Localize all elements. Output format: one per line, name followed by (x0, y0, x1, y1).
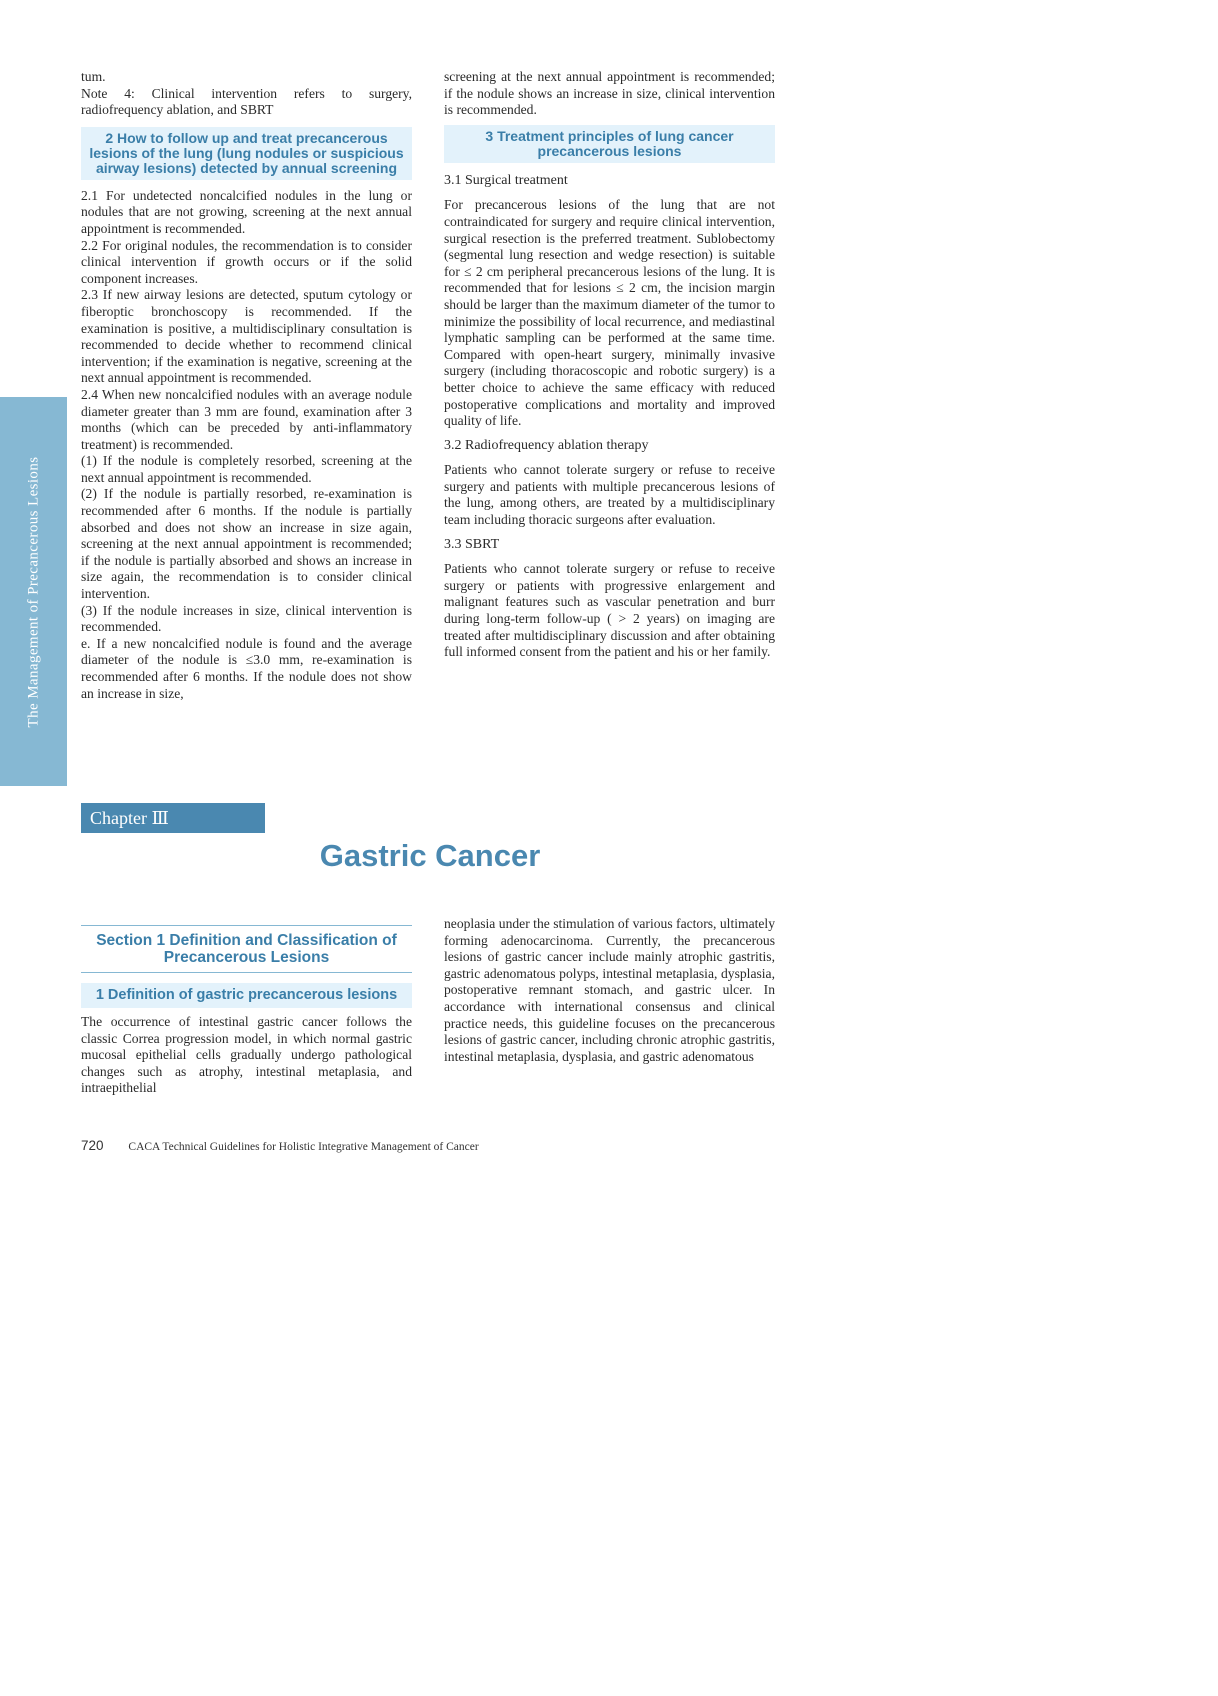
page-footer (81, 1138, 479, 1153)
heading-3: 3 Treatment principles of lung cancer precancerous lesions (444, 125, 775, 163)
paragraph: tum. (81, 69, 106, 84)
paragraph-item-3: (3) If the nodule increases in size, clinical intervention is recommended. (81, 602, 412, 635)
subheading-3-1: 3.1 Surgical treatment (444, 172, 568, 188)
paragraph-3-2: Patients who cannot tolerate surgery or refuse to receive surgery and patients with multiple precancerous lesions of the lung, among others, are treated by a multidisciplinary team including thoracic surgeons after evaluation. (444, 462, 775, 528)
subheading-3-3: 3.3 SBRT (444, 536, 500, 552)
bottom-left-column (81, 925, 412, 1097)
chapter-label: Chapter Ⅲ (81, 803, 265, 833)
paragraph-3-3: Patients who cannot tolerate surgery or refuse to receive surgery or patients with progressive enlargement and malignant features such as vascular penetration and burr during long-term follow-up ( > 2 years) on imaging are treated after multidisciplinary discussion and after obtaining full informed consent from the patient and his or her family. (444, 561, 775, 660)
paragraph-2-2: 2.2 For original nodules, the recommendation is to consider clinical intervention if growth occurs or if the solid component increases. (81, 237, 412, 286)
paragraph-2-1: 2.1 For undetected noncalcified nodules in the lung or nodules that are not growing, screening at the next annual appointment is recommended. (81, 187, 412, 236)
heading-1: 1 Definition of gastric precancerous lesions (81, 983, 412, 1008)
paragraph-3-1: For precancerous lesions of the lung that are not contraindicated for surgery and require clinical intervention, surgical resection is the preferred treatment. Sublobectomy (segmental lung resection and wedge resection) is suitable for ≤ 2 cm peripheral precancerous lesions of the lung. It is recommended that for lesions ≤ 2 cm, the incision margin should be larger than the maximum diameter of the tumor to minimize the possibility of local recurrence, and mediastinal lymphatic sampling can be performed at the same time. Compared with open-heart surgery, minimally invasive surgery (including thoracoscopic and robotic surgery) is a better choice to achieve the same efficacy with reduced postoperative complications and mortality and improved quality of life. (444, 197, 775, 429)
note-4: Note 4: Clinical intervention refers to surgery, radiofrequency ablation, and SBRT (81, 85, 412, 118)
paragraph-2-4: 2.4 When new noncalcified nodules with an average nodule diameter greater than 3 mm are found, examination after 3 months (which can be preceded by anti-inflammatory treatment) is recommended. (81, 386, 412, 452)
section-heading: Section 1 Definition and Classification of Precancerous Lesions (81, 925, 412, 973)
paragraph: neoplasia under the stimulation of various factors, ultimately forming adenocarcinoma. Currently, the precancerous lesions of gastric cancer include mainly atrophic gastritis, gastric adenomatous polyps, intestinal metaplasia, dysplasia, postoperative remnant stomach, and gastric ulcer. In accordance with international consensus and clinical practice needs, this guideline focuses on the precancerous lesions of gastric cancer, including chronic atrophic gastritis, intestinal metaplasia, dysplasia, and gastric adenomatous (444, 916, 775, 1064)
top-left-column (81, 69, 412, 702)
subheading-3-2: 3.2 Radiofrequency ablation therapy (444, 437, 649, 453)
top-right-column (444, 69, 775, 661)
paragraph-item-1: (1) If the nodule is completely resorbed, screening at the next annual appointment is recommended. (81, 453, 412, 485)
paragraph: screening at the next annual appointment is recommended; if the nodule shows an increase in size, clinical intervention is recommended. (444, 69, 775, 118)
paragraph-item-2: (2) If the nodule is partially resorbed, re-examination is recommended after 6 months. If the nodule is partially absorbed and does not show an increase in size again, screening at the next annual appointment is recommended; if the nodule is partially absorbed and shows an increase in size again, the recommendation is to consider clinical intervention. (81, 486, 412, 602)
side-tab (0, 397, 67, 786)
paragraph: The occurrence of intestinal gastric cancer follows the classic Correa progression model, in which normal gastric mucosal epithelial cells gradually undergo pathological changes such as atrophy, intestinal metaplasia, and intraepithelial (81, 1014, 412, 1096)
bottom-right-column (444, 916, 775, 1065)
heading-2: 2 How to follow up and treat precancerous lesions of the lung (lung nodules or suspicious airway lesions) detected by annual screening (81, 127, 412, 180)
side-tab-label: The Management of Precancerous Lesions (25, 456, 41, 727)
page-number: 720 (81, 1138, 104, 1153)
paragraph-2-3: 2.3 If new airway lesions are detected, sputum cytology or fiberoptic bronchoscopy is recommended. If the examination is positive, a multidisciplinary consultation is recommended to decide whether to recommend clinical intervention; if the examination is negative, screening at the next annual appointment is recommended. (81, 287, 412, 386)
chapter-title: Gastric Cancer (319, 838, 541, 873)
book-title: CACA Technical Guidelines for Holistic Integrative Management of Cancer (128, 1141, 479, 1153)
paragraph-item-e: e. If a new noncalcified nodule is found and the average diameter of the nodule is ≤3.0 mm, re-examination is recommended after 6 months. If the nodule does not show an increase in size, (81, 635, 412, 701)
